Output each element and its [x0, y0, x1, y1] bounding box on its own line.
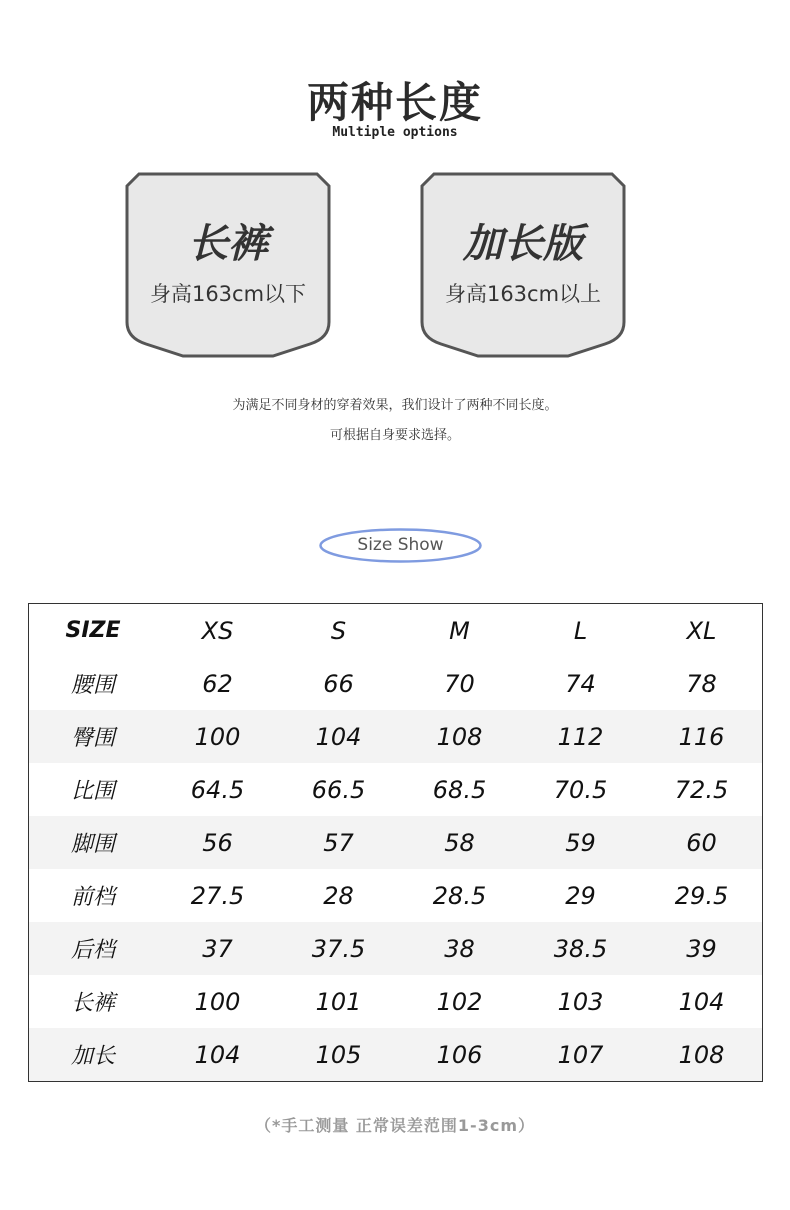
table-cell: 66.5 [311, 775, 366, 804]
table-header-cell: XL [686, 616, 717, 645]
table-cell: 38.5 [553, 934, 608, 963]
option-card-regular [125, 172, 331, 358]
card-height-note: 身高163cm以下 [149, 282, 307, 306]
table-header-cell: L [573, 616, 588, 645]
table-cell: 106 [436, 1040, 483, 1069]
table-cell: 57 [323, 828, 354, 857]
table-row [29, 869, 762, 922]
table-cell: 59 [565, 828, 596, 857]
table-row [29, 710, 762, 763]
table-cell: 108 [436, 722, 483, 751]
table-row [29, 1028, 762, 1081]
description-line-2: 可根据自身要求选择。 [329, 428, 460, 443]
table-cell: 比围 [70, 779, 115, 804]
table-cell: 39 [686, 934, 717, 963]
table-cell: 104 [194, 1040, 241, 1069]
table-header-row [29, 604, 762, 657]
table-cell: 37.5 [311, 934, 366, 963]
table-row [29, 975, 762, 1028]
table-cell: 29 [565, 881, 596, 910]
table-cell: 100 [194, 722, 241, 751]
description-line-1: 为满足不同身材的穿着效果，我们设计了两种不同长度。 [232, 398, 558, 413]
table-cell: 臀围 [70, 726, 115, 751]
table-cell: 加长 [70, 1044, 115, 1069]
table-cell: 70 [444, 669, 475, 698]
table-cell: 72.5 [674, 775, 729, 804]
table-cell: 28.5 [432, 881, 487, 910]
table-cell: 脚围 [70, 832, 115, 857]
table-row [29, 922, 762, 975]
table-cell: 29.5 [674, 881, 729, 910]
table-cell: 腰围 [70, 673, 115, 698]
table-cell: 102 [436, 987, 483, 1016]
table-cell: 后档 [70, 938, 115, 963]
page-title: 两种长度 [306, 78, 483, 127]
table-cell: 104 [315, 722, 362, 751]
table-row [29, 657, 762, 710]
table-cell: 28 [323, 881, 354, 910]
card-height-note: 身高163cm以上 [444, 282, 602, 306]
table-cell: 68.5 [432, 775, 487, 804]
table-row [29, 763, 762, 816]
table-cell: 108 [678, 1040, 725, 1069]
table-cell: 38 [444, 934, 475, 963]
table-header-cell: XS [201, 616, 234, 645]
card-name: 加长版 [463, 221, 583, 267]
table-cell: 100 [194, 987, 241, 1016]
table-cell: 104 [678, 987, 725, 1016]
table-cell: 116 [678, 722, 725, 751]
size-show-label: Size Show [357, 535, 444, 555]
table-cell: 58 [444, 828, 475, 857]
table-cell: 60 [686, 828, 717, 857]
table-cell: 27.5 [190, 881, 245, 910]
page-subtitle: Multiple options [332, 125, 458, 140]
measurement-footnote: （*手工测量 正常误差范围1-3cm） [254, 1116, 535, 1135]
size-show-badge [319, 528, 482, 563]
table-cell: 56 [202, 828, 233, 857]
table-cell: 64.5 [190, 775, 245, 804]
table-cell: 前档 [70, 885, 115, 910]
table-cell: 112 [557, 722, 604, 751]
table-row [29, 816, 762, 869]
table-cell: 78 [686, 669, 717, 698]
card-name: 长裤 [188, 221, 268, 267]
table-header-cell: M [449, 616, 470, 645]
table-cell: 37 [202, 934, 233, 963]
table-header-cell: SIZE [65, 618, 121, 643]
size-table [28, 603, 763, 1082]
table-cell: 70.5 [553, 775, 608, 804]
table-cell: 长裤 [70, 991, 115, 1016]
table-cell: 101 [315, 987, 362, 1016]
table-cell: 66 [323, 669, 354, 698]
table-cell: 105 [315, 1040, 362, 1069]
table-cell: 107 [557, 1040, 604, 1069]
option-card-extended [420, 172, 626, 358]
table-cell: 74 [565, 669, 596, 698]
table-cell: 103 [557, 987, 604, 1016]
table-header-cell: S [330, 616, 347, 645]
table-cell: 62 [202, 669, 233, 698]
